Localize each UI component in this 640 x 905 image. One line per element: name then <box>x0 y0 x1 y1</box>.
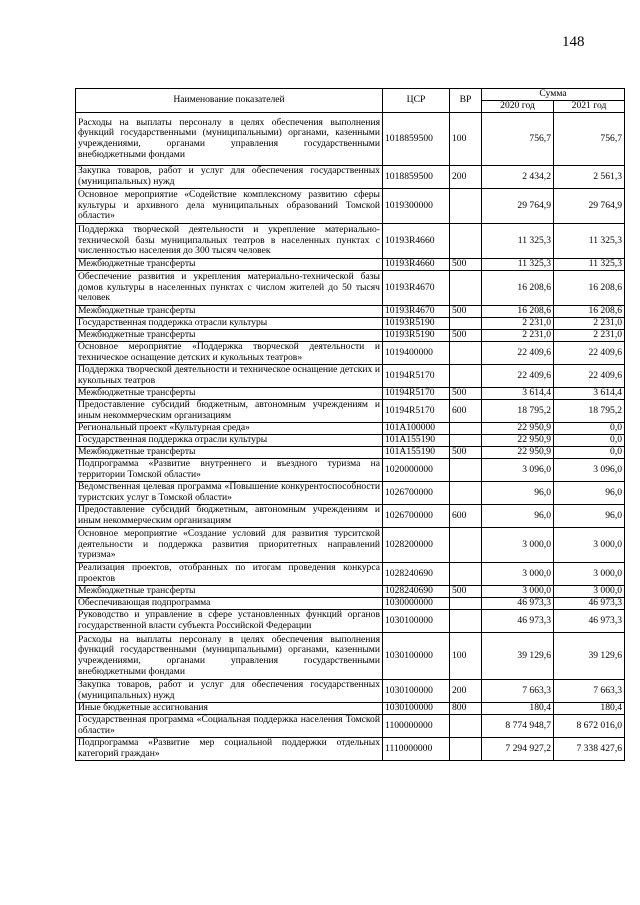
cell-2021: 8 672 016,0 <box>554 715 625 738</box>
table-row <box>76 563 625 586</box>
cell-name: Основное мероприятие «Поддержка творческой деятельности и техническое оснащение детских и кукольных театров» <box>76 342 383 365</box>
table-row <box>76 189 625 224</box>
table-row <box>76 400 625 423</box>
table-row <box>76 365 625 388</box>
cell-csr: 1019300000 <box>383 189 450 224</box>
cell-vr <box>450 224 482 259</box>
header-name: Наименование показателей <box>76 89 383 113</box>
cell-csr: 101A100000 <box>383 423 450 435</box>
header-2020: 2020 год <box>482 101 554 113</box>
cell-2021: 180,4 <box>554 703 625 715</box>
cell-csr: 1018859500 <box>383 113 450 166</box>
cell-name: Государственная поддержка отрасли культуры <box>76 435 383 447</box>
cell-name: Межбюджетные трансферты <box>76 586 383 598</box>
cell-vr <box>450 738 482 761</box>
table-row <box>76 633 625 680</box>
cell-vr <box>450 435 482 447</box>
table-row <box>76 330 625 342</box>
cell-name: Межбюджетные трансферты <box>76 330 383 342</box>
cell-2020: 96,0 <box>482 482 554 505</box>
cell-2021: 3 000,0 <box>554 563 625 586</box>
table-row <box>76 610 625 633</box>
cell-csr: 1019400000 <box>383 342 450 365</box>
cell-2020: 11 325,3 <box>482 259 554 271</box>
cell-2020: 180,4 <box>482 703 554 715</box>
cell-2020: 2 231,0 <box>482 330 554 342</box>
cell-vr <box>450 563 482 586</box>
cell-2020: 46 973,3 <box>482 610 554 633</box>
cell-2021: 3 614,4 <box>554 388 625 400</box>
cell-name: Закупка товаров, работ и услуг для обеспечения государственных (муниципальных) нужд <box>76 166 383 189</box>
cell-vr: 100 <box>450 113 482 166</box>
cell-name: Государственная поддержка отрасли культуры <box>76 318 383 330</box>
table-row <box>76 271 625 306</box>
cell-2021: 0,0 <box>554 423 625 435</box>
table-row <box>76 435 625 447</box>
cell-2020: 11 325,3 <box>482 224 554 259</box>
cell-name: Межбюджетные трансферты <box>76 388 383 400</box>
cell-2020: 7 294 927,2 <box>482 738 554 761</box>
table-row <box>76 528 625 563</box>
cell-vr <box>450 459 482 482</box>
cell-2020: 3 096,0 <box>482 459 554 482</box>
cell-2021: 22 409,6 <box>554 365 625 388</box>
cell-csr: 1018859500 <box>383 166 450 189</box>
table-row <box>76 113 625 166</box>
cell-2021: 11 325,3 <box>554 259 625 271</box>
cell-2021: 0,0 <box>554 447 625 459</box>
cell-csr: 1028240690 <box>383 563 450 586</box>
cell-2020: 3 000,0 <box>482 528 554 563</box>
cell-name: Основное мероприятие «Создание условий для развития турситской деятельности и поддержка развития приоритетных направлений туризма» <box>76 528 383 563</box>
cell-vr: 500 <box>450 330 482 342</box>
table-row <box>76 738 625 761</box>
cell-2020: 3 000,0 <box>482 563 554 586</box>
table-row <box>76 703 625 715</box>
cell-2020: 2 231,0 <box>482 318 554 330</box>
cell-2021: 46 973,3 <box>554 610 625 633</box>
cell-name: Реализация проектов, отобранных по итогам проведения конкурса проектов <box>76 563 383 586</box>
cell-2021: 96,0 <box>554 482 625 505</box>
cell-name: Поддержка творческой деятельности и техническое оснащение детских и кукольных театров <box>76 365 383 388</box>
budget-table <box>75 88 625 761</box>
cell-vr: 500 <box>450 259 482 271</box>
cell-csr: 101A155190 <box>383 447 450 459</box>
cell-vr <box>450 715 482 738</box>
table-row <box>76 505 625 528</box>
table-row <box>76 388 625 400</box>
table-row <box>76 586 625 598</box>
header-vr: ВР <box>450 89 482 113</box>
table-row <box>76 482 625 505</box>
cell-name: Руководство и управление в сфере установленных функций органов государственной власти субъекта Российской Федерации <box>76 610 383 633</box>
cell-csr: 10194R5170 <box>383 388 450 400</box>
cell-csr: 10193R5190 <box>383 318 450 330</box>
cell-2020: 16 208,6 <box>482 306 554 318</box>
cell-2021: 29 764,9 <box>554 189 625 224</box>
cell-2021: 16 208,6 <box>554 306 625 318</box>
cell-2021: 46 973,3 <box>554 598 625 610</box>
cell-2021: 3 000,0 <box>554 528 625 563</box>
cell-vr: 500 <box>450 586 482 598</box>
cell-vr: 600 <box>450 505 482 528</box>
header-sum: Сумма <box>482 89 625 101</box>
cell-vr <box>450 271 482 306</box>
cell-2021: 0,0 <box>554 435 625 447</box>
cell-vr <box>450 365 482 388</box>
table-row <box>76 342 625 365</box>
cell-name: Подпрограмма «Развитие мер социальной поддержки отдельных категорий граждан» <box>76 738 383 761</box>
cell-csr: 10193R4660 <box>383 259 450 271</box>
table-row <box>76 318 625 330</box>
cell-2020: 22 950,9 <box>482 435 554 447</box>
cell-vr <box>450 423 482 435</box>
cell-csr: 10193R4660 <box>383 224 450 259</box>
table-row <box>76 680 625 703</box>
cell-vr: 500 <box>450 306 482 318</box>
cell-csr: 1026700000 <box>383 482 450 505</box>
cell-name: Предоставление субсидий бюджетным, автономным учреждениям и иным некоммерческим организациям <box>76 400 383 423</box>
cell-name: Основное мероприятие «Содействие комплексному развитию сферы культуры и архивного дела муниципальных образований Томской области» <box>76 189 383 224</box>
cell-csr: 10193R4670 <box>383 271 450 306</box>
cell-2021: 756,7 <box>554 113 625 166</box>
cell-csr: 1030100000 <box>383 633 450 680</box>
cell-vr <box>450 598 482 610</box>
table-row <box>76 423 625 435</box>
cell-2021: 18 795,2 <box>554 400 625 423</box>
cell-2021: 3 096,0 <box>554 459 625 482</box>
table-row <box>76 598 625 610</box>
cell-csr: 1026700000 <box>383 505 450 528</box>
cell-vr <box>450 342 482 365</box>
cell-vr <box>450 482 482 505</box>
cell-csr: 10194R5170 <box>383 365 450 388</box>
cell-2021: 16 208,6 <box>554 271 625 306</box>
header-2021: 2021 год <box>554 101 625 113</box>
cell-2020: 3 614,4 <box>482 388 554 400</box>
table-row <box>76 715 625 738</box>
cell-name: Региональный проект «Культурная среда» <box>76 423 383 435</box>
cell-vr: 200 <box>450 166 482 189</box>
table-row <box>76 259 625 271</box>
cell-name: Обеспечивающая подпрограмма <box>76 598 383 610</box>
cell-2021: 2 231,0 <box>554 318 625 330</box>
cell-2020: 22 409,6 <box>482 365 554 388</box>
cell-2020: 22 950,9 <box>482 447 554 459</box>
cell-csr: 1030100000 <box>383 610 450 633</box>
cell-vr <box>450 528 482 563</box>
cell-vr <box>450 318 482 330</box>
cell-csr: 101A155190 <box>383 435 450 447</box>
cell-csr: 1100000000 <box>383 715 450 738</box>
cell-csr: 1030100000 <box>383 680 450 703</box>
cell-2020: 8 774 948,7 <box>482 715 554 738</box>
cell-name: Поддержка творческой деятельности и укрепление материально-технической базы муниципальных театров в населенных пунктах с численностью населения до 300 тысяч человек <box>76 224 383 259</box>
cell-2020: 3 000,0 <box>482 586 554 598</box>
cell-name: Расходы на выплаты персоналу в целях обеспечения выполнения функций государственными (муниципальными) органами, казенными учреждениями, органами управления государственными внебюджетными фондами <box>76 113 383 166</box>
table-row <box>76 224 625 259</box>
cell-2021: 39 129,6 <box>554 633 625 680</box>
cell-2021: 2 231,0 <box>554 330 625 342</box>
cell-csr: 1028240690 <box>383 586 450 598</box>
cell-2021: 2 561,3 <box>554 166 625 189</box>
cell-vr <box>450 610 482 633</box>
cell-name: Государственная программа «Социальная поддержка населения Томской области» <box>76 715 383 738</box>
table-row <box>76 459 625 482</box>
cell-name: Предоставление субсидий бюджетным, автономным учреждениям и иным некоммерческим организациям <box>76 505 383 528</box>
cell-csr: 1110000000 <box>383 738 450 761</box>
cell-csr: 1030100000 <box>383 703 450 715</box>
cell-2020: 756,7 <box>482 113 554 166</box>
cell-vr: 600 <box>450 400 482 423</box>
table-row <box>76 306 625 318</box>
cell-csr: 10193R4670 <box>383 306 450 318</box>
cell-csr: 10193R5190 <box>383 330 450 342</box>
cell-2021: 11 325,3 <box>554 224 625 259</box>
cell-2021: 96,0 <box>554 505 625 528</box>
cell-name: Ведомственная целевая программа «Повышение конкурентоспособности туристских услуг в Томской области» <box>76 482 383 505</box>
cell-2021: 22 409,6 <box>554 342 625 365</box>
cell-csr: 1030000000 <box>383 598 450 610</box>
cell-2020: 18 795,2 <box>482 400 554 423</box>
cell-vr: 200 <box>450 680 482 703</box>
cell-name: Межбюджетные трансферты <box>76 306 383 318</box>
page-number: 148 <box>562 34 585 50</box>
cell-name: Подпрограмма «Развитие внутреннего и въездного туризма на территории Томской области» <box>76 459 383 482</box>
cell-csr: 1028200000 <box>383 528 450 563</box>
cell-2020: 7 663,3 <box>482 680 554 703</box>
table-row <box>76 447 625 459</box>
cell-2021: 7 338 427,6 <box>554 738 625 761</box>
cell-csr: 1020000000 <box>383 459 450 482</box>
cell-vr: 500 <box>450 388 482 400</box>
cell-name: Расходы на выплаты персоналу в целях обеспечения выполнения функций государственными (муниципальными) органами, казенными учреждениями, органами управления государственными внебюджетными фондами <box>76 633 383 680</box>
cell-name: Обеспечение развития и укрепления материально-технической базы домов культуры в населенных пунктах с числом жителей до 50 тысяч человек <box>76 271 383 306</box>
cell-2020: 22 950,9 <box>482 423 554 435</box>
cell-2020: 22 409,6 <box>482 342 554 365</box>
cell-2020: 29 764,9 <box>482 189 554 224</box>
cell-vr: 800 <box>450 703 482 715</box>
cell-2021: 7 663,3 <box>554 680 625 703</box>
cell-name: Иные бюджетные ассигнования <box>76 703 383 715</box>
cell-name: Закупка товаров, работ и услуг для обеспечения государственных (муниципальных) нужд <box>76 680 383 703</box>
cell-vr: 100 <box>450 633 482 680</box>
cell-csr: 10194R5170 <box>383 400 450 423</box>
cell-2020: 96,0 <box>482 505 554 528</box>
table-row <box>76 166 625 189</box>
cell-name: Межбюджетные трансферты <box>76 259 383 271</box>
cell-2020: 2 434,2 <box>482 166 554 189</box>
header-csr: ЦСР <box>383 89 450 113</box>
cell-vr: 500 <box>450 447 482 459</box>
cell-2020: 16 208,6 <box>482 271 554 306</box>
cell-name: Межбюджетные трансферты <box>76 447 383 459</box>
cell-vr <box>450 189 482 224</box>
cell-2020: 39 129,6 <box>482 633 554 680</box>
cell-2021: 3 000,0 <box>554 586 625 598</box>
cell-2020: 46 973,3 <box>482 598 554 610</box>
